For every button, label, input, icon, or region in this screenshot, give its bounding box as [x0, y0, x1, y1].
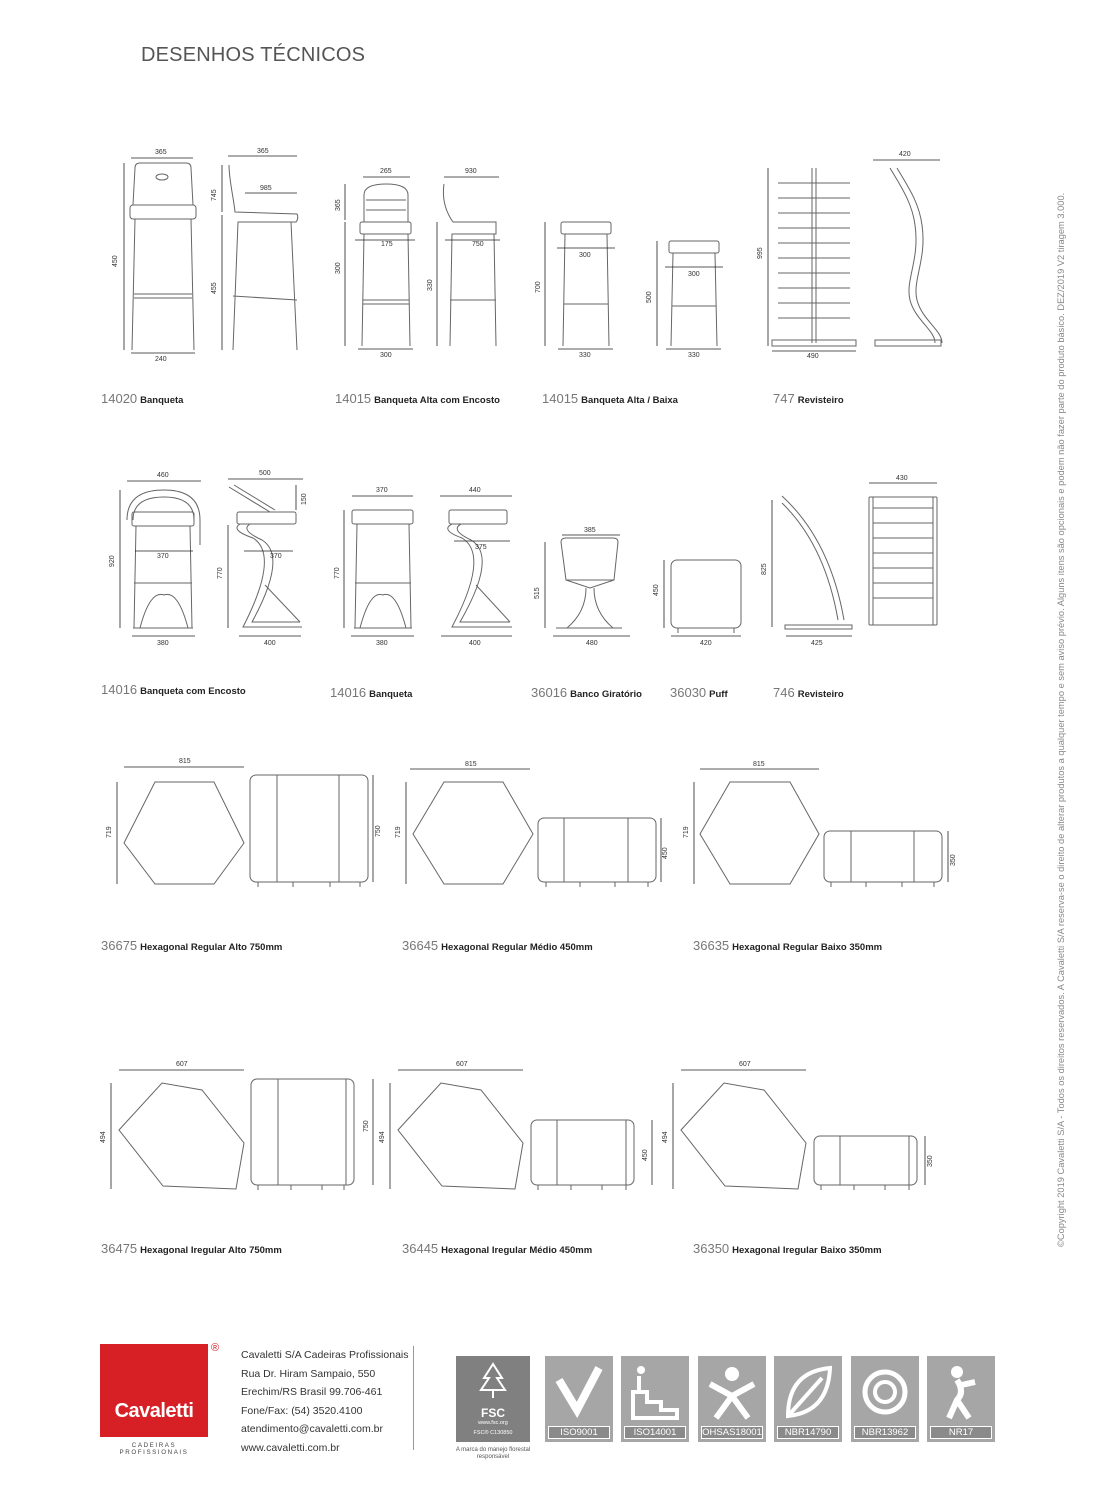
cert-nr17: NR17	[927, 1356, 995, 1442]
drawing-746-front	[869, 475, 937, 625]
dimension-label: 370	[270, 553, 282, 560]
dimension-label: 770	[334, 567, 341, 579]
fsc-url: www.fsc.org	[478, 1420, 508, 1426]
caption-36675: 36675 Hexagonal Regular Alto 750mm	[101, 938, 283, 953]
ergonomic-person-icon	[935, 1362, 987, 1422]
dimension-label: 719	[395, 826, 402, 838]
dimension-label: 515	[534, 587, 541, 599]
dimension-label: 330	[579, 352, 591, 359]
leaf-icon	[782, 1362, 834, 1422]
drawing-36350	[662, 1061, 934, 1190]
cert-iso14001: ISO14001	[621, 1356, 689, 1442]
drawing-14016b-side	[440, 487, 512, 647]
dimension-label: 490	[807, 353, 819, 360]
drawing-36445	[379, 1061, 652, 1190]
dimension-label: 920	[109, 555, 116, 567]
dimension-label: 400	[264, 640, 276, 647]
dimension-label: 450	[653, 584, 660, 596]
dimension-label: 375	[475, 544, 487, 551]
dimension-label: 494	[379, 1131, 386, 1143]
dimension-label: 494	[662, 1131, 669, 1143]
caption-36475: 36475 Hexagonal Iregular Alto 750mm	[101, 1241, 282, 1256]
cert-ohsas18001: OHSAS18001	[698, 1356, 766, 1442]
dimension-label: 985	[260, 185, 272, 192]
cert-nbr14790: NBR14790	[774, 1356, 842, 1442]
dimension-label: 607	[739, 1061, 751, 1068]
dimension-label: 460	[157, 472, 169, 479]
cavaletti-logo: Cavaletti	[100, 1344, 208, 1437]
dimension-label: 750	[472, 241, 484, 248]
drawing-36645	[395, 761, 669, 887]
dimension-label: 500	[259, 470, 271, 477]
dimension-label: 150	[301, 493, 308, 505]
dimension-label: 930	[465, 168, 477, 175]
drawing-14020-front	[112, 149, 196, 363]
fsc-license: FSC® C130850	[473, 1430, 513, 1436]
dimension-label: 385	[584, 527, 596, 534]
dimension-label: 719	[106, 826, 113, 838]
caption-746: 746 Revisteiro	[773, 685, 844, 700]
dimension-label: 175	[381, 241, 393, 248]
dimension-label: 770	[217, 567, 224, 579]
dimension-label: 450	[112, 255, 119, 267]
dimension-label: 815	[465, 761, 477, 768]
fsc-logo	[456, 1356, 530, 1442]
caption-36445: 36445 Hexagonal Iregular Médio 450mm	[402, 1241, 593, 1256]
dimension-label: 380	[157, 640, 169, 647]
drawing-14015b-high	[535, 222, 615, 359]
dimension-label: 350	[950, 854, 957, 866]
checkmark-icon	[553, 1362, 605, 1422]
drawing-36675	[106, 758, 382, 887]
caption-14015a: 14015 Banqueta Alta com Encosto	[335, 391, 500, 406]
dimension-label: 750	[375, 825, 382, 837]
caption-36030: 36030 Puff	[670, 685, 728, 700]
caption-14016b: 14016 Banqueta	[330, 685, 413, 700]
caption-36645: 36645 Hexagonal Regular Médio 450mm	[402, 938, 593, 953]
drawing-36635	[683, 761, 957, 887]
company-email[interactable]: atendimento@cavaletti.com.br	[241, 1423, 383, 1435]
drawing-14016b-front	[334, 487, 414, 647]
drawing-746-side	[761, 496, 852, 647]
dimension-label: 400	[469, 640, 481, 647]
dimension-label: 750	[363, 1120, 370, 1132]
dimension-label: 815	[179, 758, 191, 765]
dimension-label: 700	[535, 281, 542, 293]
cert-nbr13962: NBR13962	[851, 1356, 919, 1442]
dimension-label: 265	[380, 168, 392, 175]
logo-tagline: CADEIRAS PROFISSIONAIS	[119, 1442, 189, 1456]
dimension-label: 815	[753, 761, 765, 768]
dimension-label: 494	[100, 1131, 107, 1143]
company-phone: Fone/Fax: (54) 3520.4100	[241, 1404, 363, 1417]
dimension-label: 745	[211, 189, 218, 201]
drawing-14015a-front	[335, 168, 415, 359]
dimension-label: 500	[646, 291, 653, 303]
drawing-14016a-side	[217, 470, 308, 647]
drawing-14015b-low	[646, 241, 723, 359]
caption-14015b: 14015 Banqueta Alta / Baixa	[542, 391, 678, 406]
drawing-747-front	[757, 168, 856, 360]
cert-iso9001: ISO9001	[545, 1356, 613, 1442]
dimension-label: 430	[896, 475, 908, 482]
factory-icon	[629, 1362, 681, 1422]
registered-mark: ®	[211, 1342, 220, 1354]
drawing-14016a-front	[109, 472, 201, 647]
caption-14016a: 14016 Banqueta com Encosto	[101, 682, 246, 697]
dimension-label: 300	[688, 271, 700, 278]
person-icon	[706, 1362, 758, 1422]
dimension-label: 995	[757, 247, 764, 259]
dimension-label: 450	[642, 1149, 649, 1161]
company-website[interactable]: www.cavaletti.com.br	[241, 1441, 340, 1454]
company-info	[241, 1346, 409, 1457]
footer-divider	[413, 1346, 414, 1450]
fsc-caption: A marca do manejo florestal responsável	[455, 1447, 531, 1460]
drawing-14020-side	[211, 148, 298, 350]
dimension-label: 380	[376, 640, 388, 647]
dimension-label: 455	[211, 282, 218, 294]
dimension-label: 300	[579, 252, 591, 259]
caption-14020: 14020 Banqueta	[101, 391, 184, 406]
dimension-label: 300	[335, 262, 342, 274]
dimension-label: 607	[176, 1061, 188, 1068]
fsc-tree-icon	[456, 1356, 530, 1404]
dimension-label: 480	[586, 640, 598, 647]
drawing-36030	[653, 560, 741, 647]
drawing-36016	[534, 527, 630, 647]
dimension-label: 370	[376, 487, 388, 494]
dimension-label: 350	[927, 1155, 934, 1167]
caption-36635: 36635 Hexagonal Regular Baixo 350mm	[693, 938, 883, 953]
seal-icon	[859, 1362, 911, 1422]
dimension-label: 240	[155, 356, 167, 363]
caption-747: 747 Revisteiro	[773, 391, 844, 406]
dimension-label: 330	[688, 352, 700, 359]
company-name: Cavaletti S/A Cadeiras Profissionais	[241, 1349, 409, 1361]
dimension-label: 825	[761, 563, 768, 575]
caption-36350: 36350 Hexagonal Iregular Baixo 350mm	[693, 1241, 882, 1256]
dimension-label: 420	[700, 640, 712, 647]
dimension-label: 440	[469, 487, 481, 494]
page-title: DESENHOS TÉCNICOS	[141, 44, 366, 66]
dimension-label: 450	[662, 847, 669, 859]
dimension-label: 719	[683, 826, 690, 838]
copyright-notice: ©Copyright 2019 Cavaletti S/A - Todos os direitos reservados. A Cavaletti S/A reserva-se o direito de alterar produtos a qualquer tempo e sem aviso prévio. Alguns itens são opcionais e podem não fazer parte do produto básico. DEZ/2019 V2 tiragem 3.000.	[1056, 192, 1066, 1247]
dimension-label: 300	[380, 352, 392, 359]
drawing-36475	[100, 1061, 373, 1190]
company-city: Erechim/RS Brasil 99.706-461	[241, 1386, 383, 1398]
dimension-label: 420	[899, 151, 911, 158]
drawing-14015a-side	[427, 168, 500, 346]
drawing-747-side	[873, 151, 942, 346]
dimension-label: 365	[335, 199, 342, 211]
fsc-label: FSC	[481, 1406, 505, 1420]
dimension-label: 330	[427, 279, 434, 291]
dimension-label: 370	[157, 553, 169, 560]
caption-36016: 36016 Banco Giratório	[531, 685, 642, 700]
dimension-label: 365	[257, 148, 269, 155]
dimension-label: 365	[155, 149, 167, 156]
company-address: Rua Dr. Hiram Sampaio, 550	[241, 1367, 376, 1380]
dimension-label: 607	[456, 1061, 468, 1068]
dimension-label: 425	[811, 640, 823, 647]
